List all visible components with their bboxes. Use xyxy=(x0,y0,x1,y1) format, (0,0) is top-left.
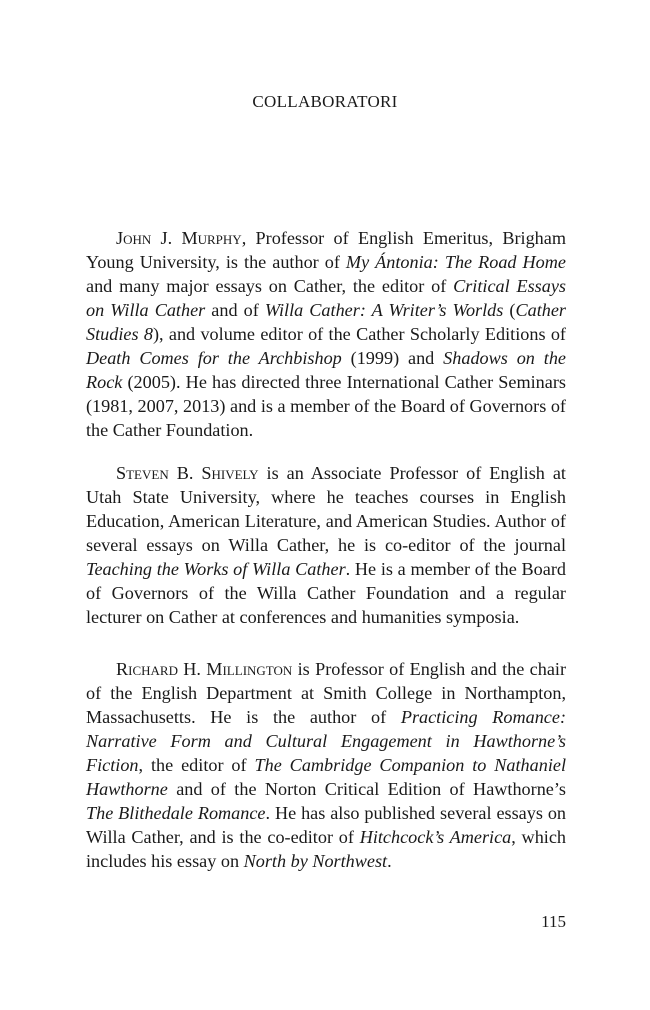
bio-text: , Professor of English Emeritus, Brigham Young University, is the author of xyxy=(86,228,566,272)
book-title: North by Northwest xyxy=(243,851,388,871)
bio-text: . xyxy=(387,851,392,871)
book-title: Hitchcock’s America xyxy=(359,827,512,847)
page-title: COLLABORATORI xyxy=(252,92,398,111)
bio-text: (1999) and xyxy=(341,348,444,368)
bio-text: ( xyxy=(503,300,516,320)
contributor-name: Steven B. Shively xyxy=(116,463,259,483)
contributor-name: John J. Murphy xyxy=(116,228,242,248)
bio-text: and many major essays on Cather, the editor of xyxy=(86,276,454,296)
bio-text: ), and volume editor of the Cather Scholarly Editions of xyxy=(152,324,566,344)
book-title: Practicing Romance: Narrative Form and Cultural Engagement in Hawthorne’s Fiction xyxy=(86,707,566,775)
bio-steven-shively xyxy=(86,461,566,629)
bio-text: , which includes his essay on xyxy=(86,827,567,871)
book-title: My Ántonia: The Road Home xyxy=(345,252,566,272)
contributor-name: Richard H. Millington xyxy=(116,659,293,679)
book-title: Shadows on the Rock xyxy=(86,348,566,392)
book-title: Critical Essays on Willa Cather xyxy=(86,276,566,320)
bio-text: and of xyxy=(205,300,265,320)
bio-text: . He has also published several essays on Willa Cather, and is the co-editor of xyxy=(86,803,567,847)
page-number: 115 xyxy=(541,912,566,931)
bio-text: and of the Norton Critical Edition of Hawthorne’s xyxy=(167,779,566,799)
bio-text: (2005). He has directed three International Cather Seminars (1981, 2007, 2013) and is a member of the Board of Governors of the Cather Foundation. xyxy=(86,372,566,440)
bio-text: is an Associate Professor of English at Utah State University, where he teaches courses in English Education, American Literature, and American Studies. Author of several essays on Willa Cather, he is co-editor of the journal xyxy=(86,463,566,555)
bio-text: , the editor of xyxy=(138,755,255,775)
bio-john-murphy xyxy=(86,226,566,442)
book-title: Teaching the Works of Willa Cather xyxy=(86,559,346,579)
book-title: Death Comes for the Archbishop xyxy=(86,348,342,368)
book-title: The Blithedale Romance xyxy=(86,803,266,823)
book-title: The Cambridge Companion to Nathaniel Hawthorne xyxy=(86,755,567,799)
bio-text: . He is a member of the Board of Governors of the Willa Cather Foundation and a regular lecturer on Cather at conferences and humanities symposia. xyxy=(86,559,566,627)
bio-richard-millington xyxy=(86,657,566,873)
bio-text: is Professor of English and the chair of the English Department at Smith College in Northampton, Massachusetts. He is the author of xyxy=(86,659,567,727)
book-title: Willa Cather: A Writer’s Worlds xyxy=(264,300,504,320)
book-title: Cather Studies 8 xyxy=(86,300,566,344)
